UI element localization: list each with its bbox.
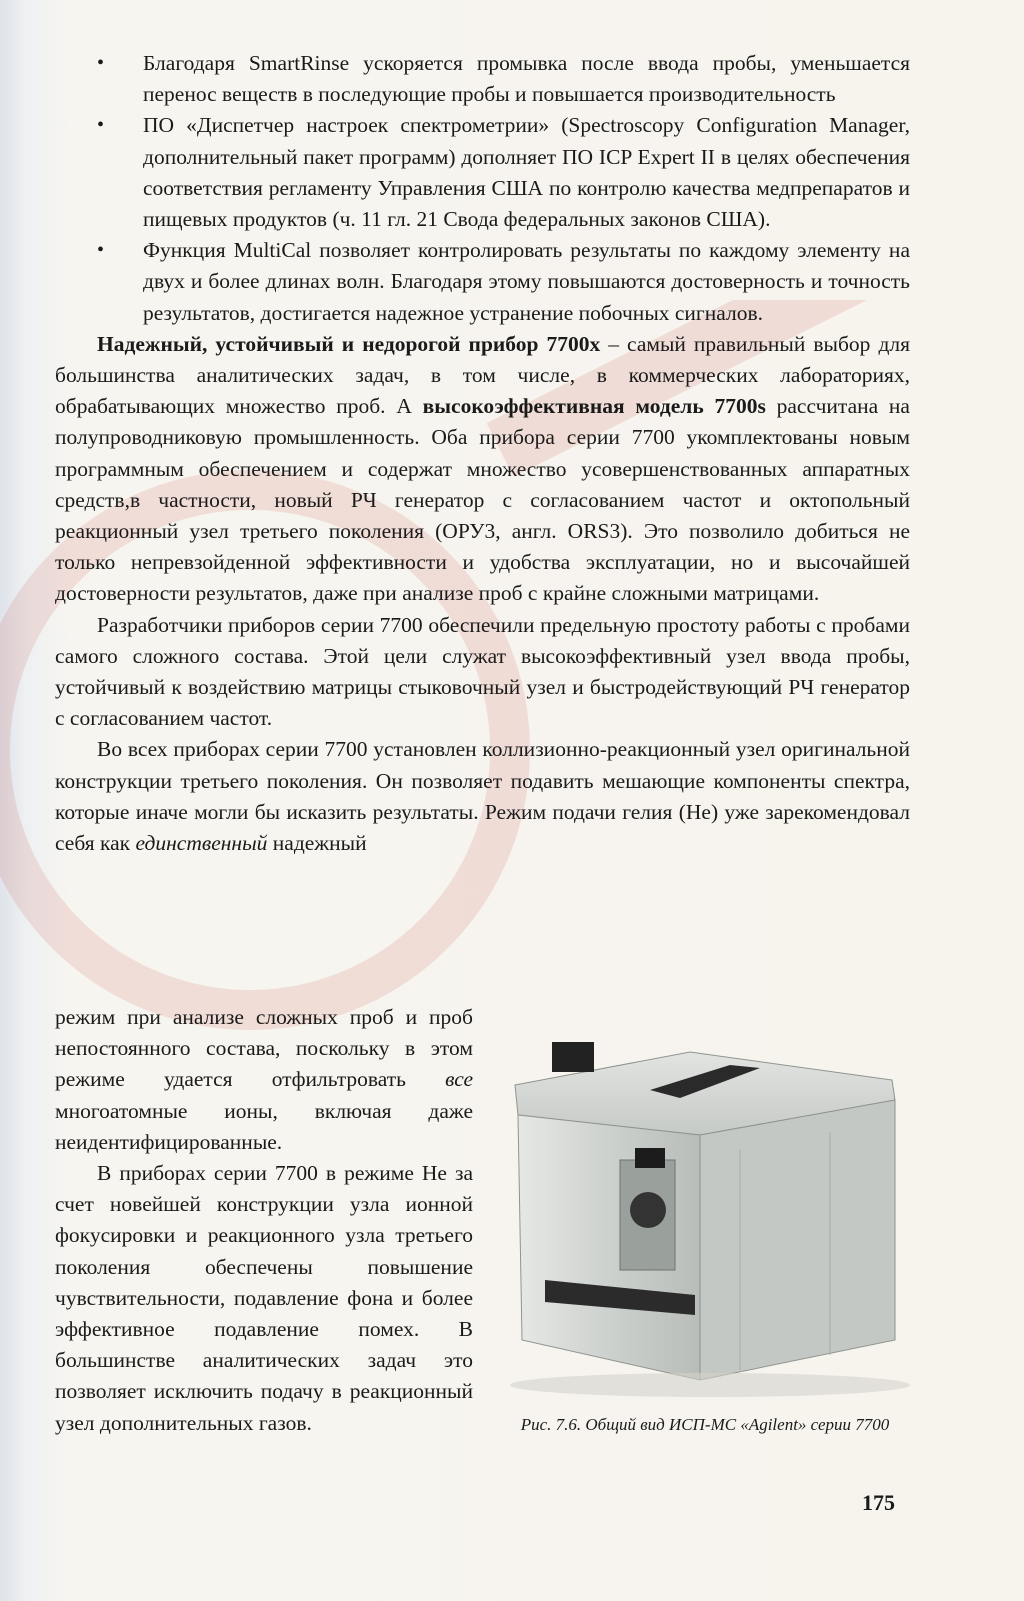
para-text: – самый правильный выбор для большинства аналитических задач, в том числе, в коммерческих лабораториях, обрабатывающих множество проб. А [55,331,910,419]
para-text: Во всех приборах серии 7700 установлен коллизионно-реакционный узел оригинальной конструкции третьего поколения. Он позволяет подавить мешающие компоненты спектра, которые иначе могли бы исказить результаты. Режим подачи гелия (He) уже зарекомендовал себя как [55,737,910,856]
para-text: рассчитана на полупроводниковую промышленность. Оба прибора серии 7700 укомплектованы новым программным обеспечением и содержат множество усовершенствованных аппаратных средств,в частности, новый РЧ генератор с согласованием частот и октопольный реакционный узел третьего поколения (ОРУ3, англ. ORS3). Это позволило добиться не только непревзойденной эффективности и удобства эксплуатации, но и высочайшей достоверности результатов, даже при анализе проб с крайне сложными матрицами. [55,394,910,606]
paragraph-continued [55,1002,473,1158]
para-text: надежный [267,831,367,856]
bullet-text: Функция MultiCal позволяет контролировать результаты по каждому элементу на двух и более длинах волн. Благодаря этому повышаются достоверность и точность результатов, достигается надежное устранение побочных сигналов. [143,238,910,325]
bullet-text: Благодаря SmartRinse ускоряется промывка после ввода пробы, уменьшается перенос веществ в последующие пробы и повышается производительность [143,51,910,107]
paragraph-7700x [55,329,910,610]
para-text: режим при анализе сложных проб и проб непостоянного состава, поскольку в этом режиме удается отфильтровать [55,1005,473,1092]
bullet-dot-icon: • [97,52,105,74]
wrapped-text-column [55,1002,473,1439]
paragraph-he-mode: В приборах серии 7700 в режиме He за счет новейшей конструкции узла ионной фокусировки и реакционного узла третьего поколения обеспечены повышение чувствительности, подавление фона и более эффективное подавление помех. В большинстве аналитических задач это позволяет исключить подачу в реакционный узел дополнительных газов. [55,1161,473,1435]
bullet-item [55,110,910,235]
bullet-item [55,48,910,110]
bullet-item [55,235,910,329]
italic-word: все [445,1067,473,1092]
instrument-photo [500,1040,910,1410]
bullet-text: ПО «Диспетчер настроек спектрометрии» (Spectroscopy Configuration Manager, дополнительный пакет программ) дополняет ПО ICP Expert II в целях обеспечения соответствия регламенту Управления США по контролю качества медпрепаратов и пищевых продуктов (ч. 11 гл. 21 Свода федеральных законов США). [143,113,910,232]
italic-word: единственный [135,831,268,856]
para-text: многоатомные ионы, включая даже неидентифицированные. [55,1098,473,1154]
paragraph-collision-cell [55,734,910,859]
bullet-dot-icon: • [97,239,105,262]
page-number: 175 [862,1490,895,1515]
paragraph-developers: Разработчики приборов серии 7700 обеспечили предельную простоту работы с пробами самого сложного состава. Этой цели служат высокоэффективный узел ввода пробы, устойчивый к воздействию матрицы стыковочный узел и быстродействующий РЧ генератор с согласованием частот. [55,612,910,731]
main-text-column [55,48,910,859]
bullet-dot-icon: • [97,114,105,137]
bold-mid: высокоэффективная модель 7700s [422,394,766,419]
bold-lead: Надежный, устойчивый и недорогой прибор 7700x [97,331,601,356]
figure-caption: Рис. 7.6. Общий вид ИСП-МС «Agilent» серии 7700 [520,1415,890,1434]
